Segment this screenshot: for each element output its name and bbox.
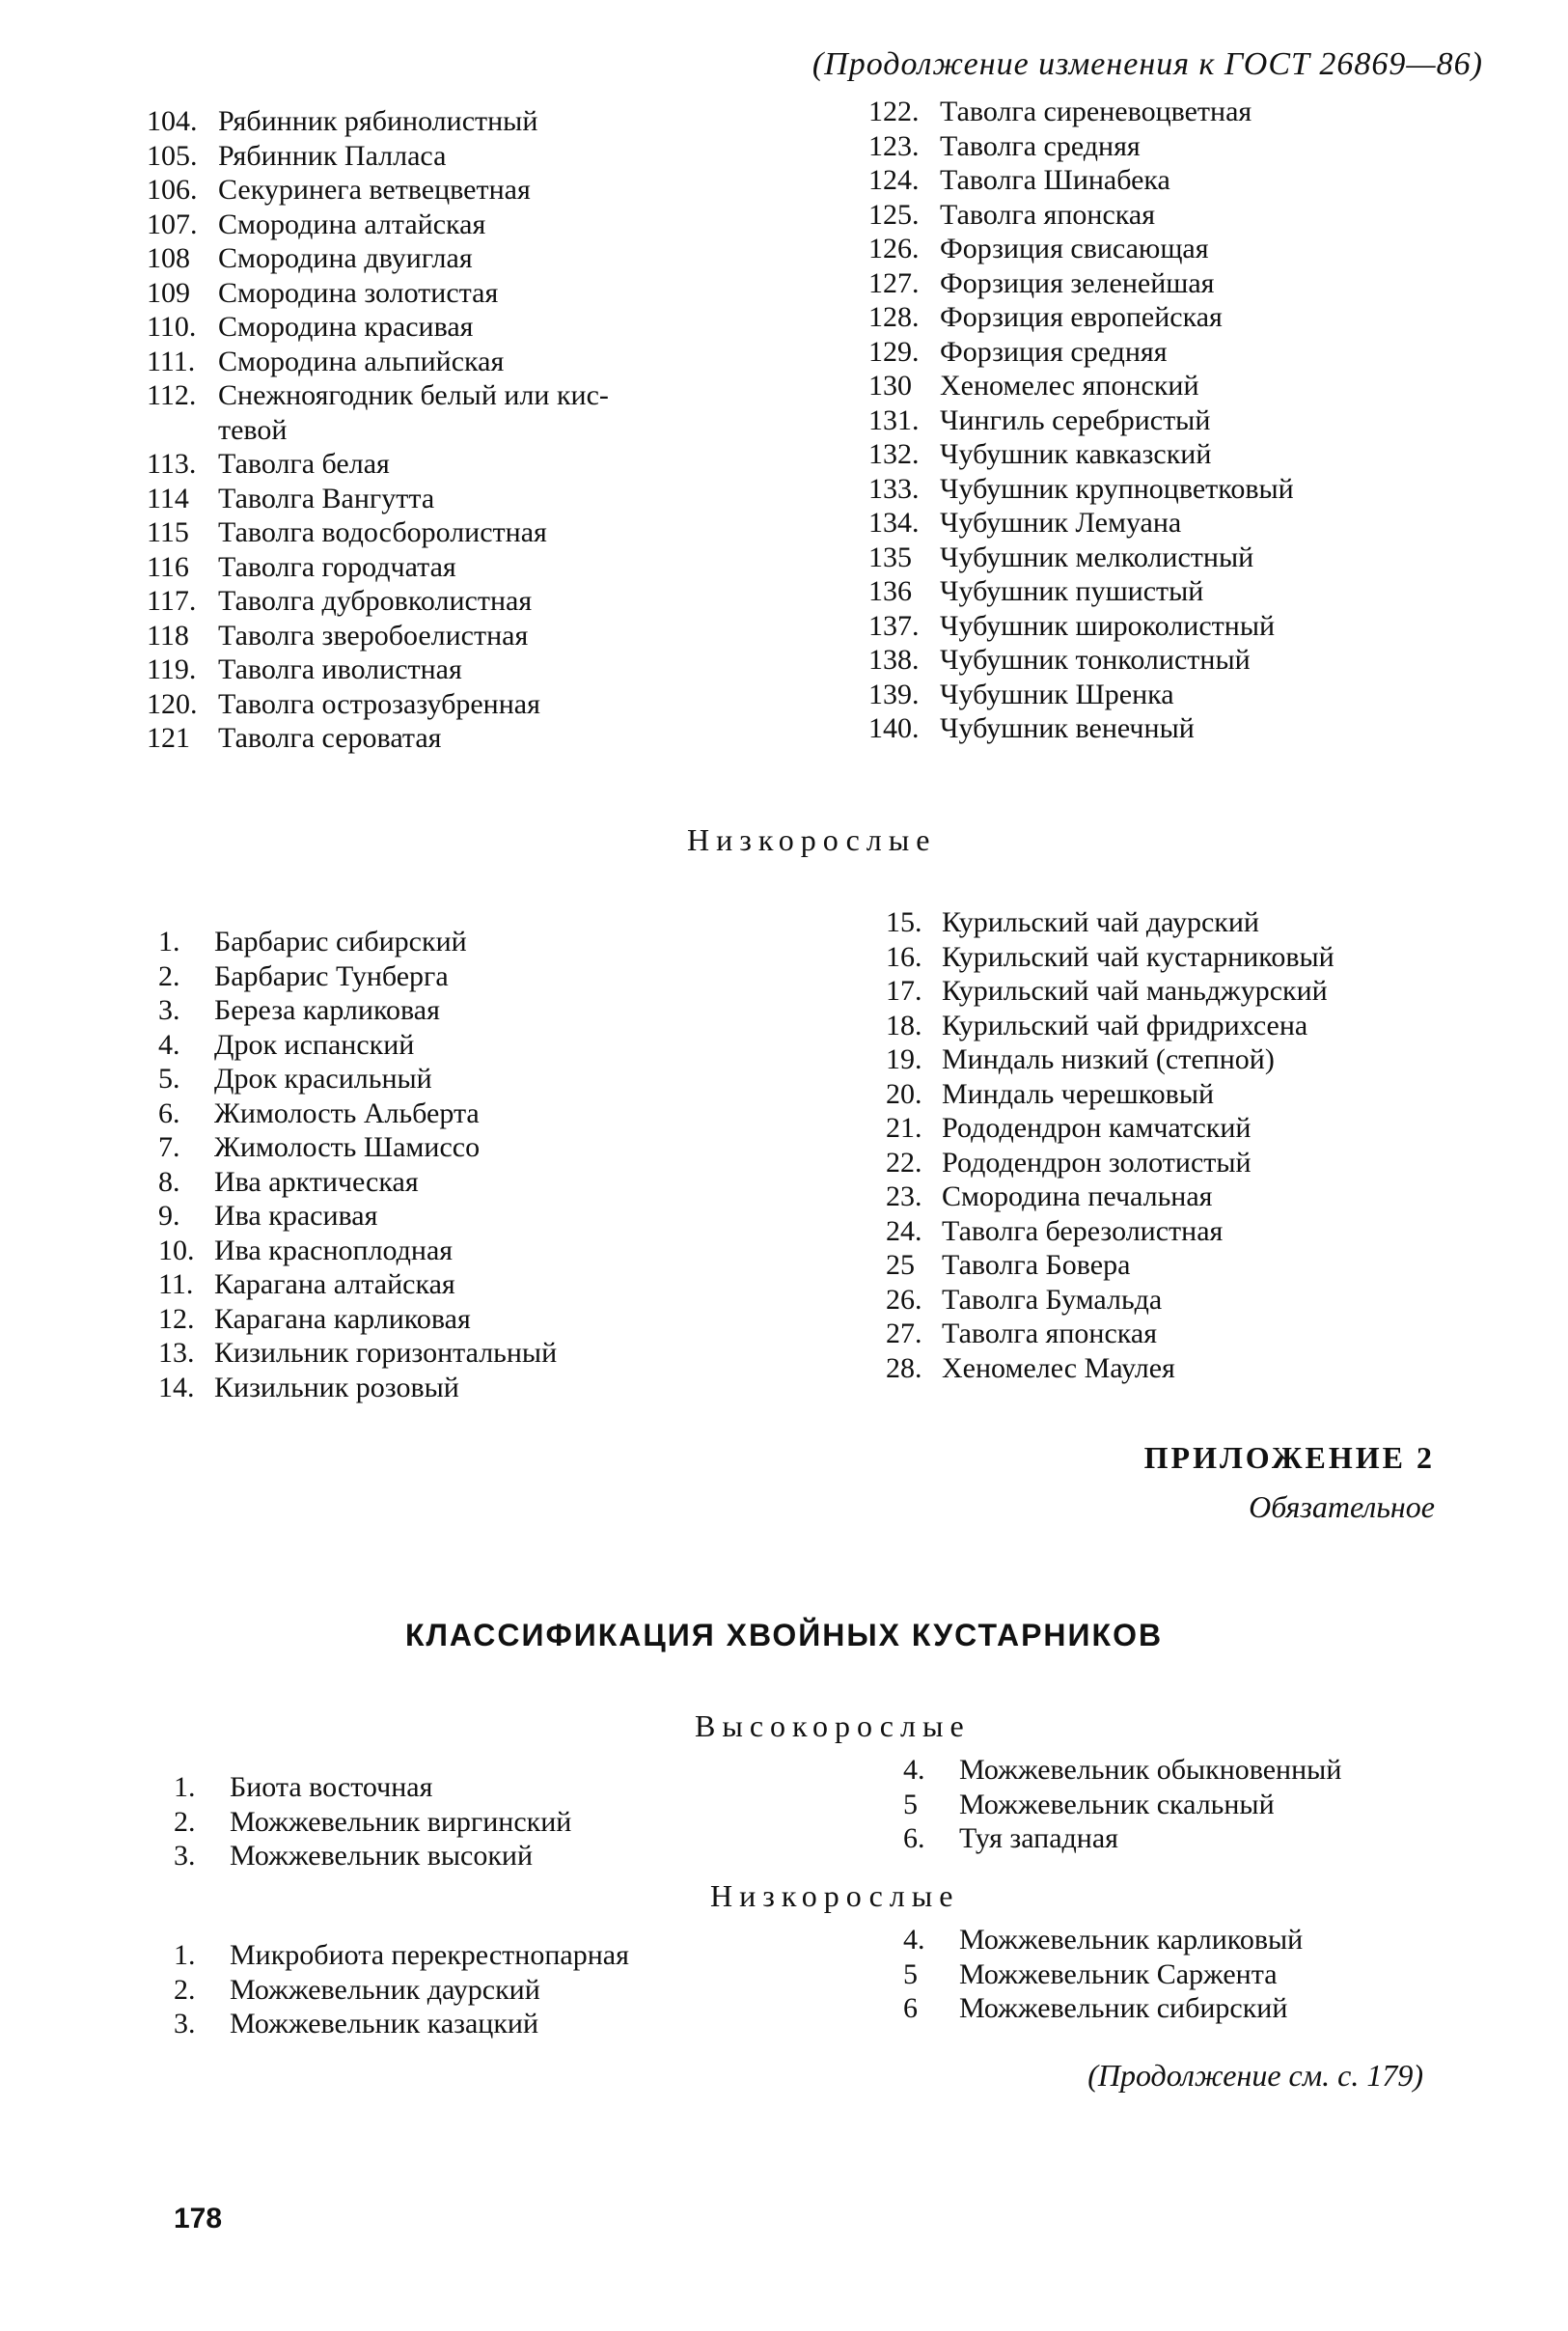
list-item — [147, 276, 609, 311]
item-name: Кизильник горизонтальный — [214, 1337, 558, 1369]
item-number: 16. — [886, 940, 922, 973]
tall-list-right — [868, 95, 1294, 746]
item-number: 131. — [868, 403, 920, 436]
list — [886, 905, 1334, 1385]
item-name: Карагана алтайская — [214, 1268, 455, 1300]
item-number: 2. — [174, 1973, 196, 2006]
list-item — [158, 1336, 557, 1371]
item-number: 123. — [868, 129, 920, 162]
item-name: Таволга средняя — [940, 129, 1141, 162]
list-item — [886, 1009, 1334, 1043]
item-number: 107. — [147, 208, 198, 240]
list-item — [174, 1938, 629, 1973]
item-number: 27. — [886, 1318, 922, 1349]
tall-list-left — [147, 104, 609, 756]
item-name: Таволга сероватая — [218, 722, 442, 754]
section-heading-conifer-tall: Высокорослые — [695, 1708, 971, 1743]
item-name: Можжевельник карликовый — [959, 1924, 1304, 1956]
list-item — [868, 232, 1294, 266]
item-name: Барбарис сибирский — [214, 926, 467, 957]
item-number: 3. — [158, 994, 180, 1026]
item-name: Биота восточная — [230, 1771, 433, 1803]
list-item — [174, 1973, 629, 2008]
item-number: 112. — [147, 379, 197, 411]
list-item — [886, 1351, 1334, 1386]
item-name: Таволга сиреневоцветная — [940, 96, 1252, 127]
item-name: Чубушник венечный — [940, 712, 1195, 744]
item-number: 117. — [147, 585, 197, 617]
list-item — [886, 1146, 1334, 1180]
list-item — [147, 687, 609, 722]
item-number: 140. — [868, 712, 920, 744]
item-number: 133. — [868, 472, 920, 505]
item-name: Курильский чай маньджурский — [942, 975, 1328, 1007]
list-item — [868, 129, 1294, 164]
list-item — [886, 940, 1334, 975]
item-number: 20. — [886, 1077, 922, 1110]
item-name: Смородина алтайская — [218, 208, 486, 240]
item-number: 120. — [147, 687, 198, 720]
item-number: 5 — [903, 1788, 918, 1820]
item-number: 1. — [158, 926, 180, 957]
item-number: 19. — [886, 1043, 922, 1075]
list-item — [903, 1991, 1303, 2026]
item-name: Таволга японская — [942, 1318, 1158, 1349]
item-name: Смородина двуиглая — [218, 242, 473, 274]
list — [868, 95, 1294, 746]
item-number: 21. — [886, 1112, 922, 1144]
list-item — [886, 1179, 1334, 1214]
list-item — [868, 541, 1294, 575]
list-item — [174, 2007, 629, 2041]
list-item — [147, 241, 609, 276]
list-item — [868, 437, 1294, 472]
item-number: 128. — [868, 301, 920, 333]
list-item — [903, 1788, 1341, 1822]
item-name: Можжевельник Саржента — [959, 1957, 1278, 1990]
list-item — [174, 1805, 571, 1840]
item-name: Береза карликовая — [214, 994, 440, 1026]
list — [903, 1923, 1303, 2026]
item-number: 12. — [158, 1302, 195, 1335]
item-number: 15. — [886, 906, 922, 938]
item-name: Таволга острозазубренная — [218, 687, 540, 720]
list-item — [868, 472, 1294, 507]
main-title: КЛАССИФИКАЦИЯ ХВОЙНЫХ КУСТАРНИКОВ — [404, 1618, 1164, 1652]
item-name: Таволга дубровколистная — [218, 585, 533, 617]
conifer-low-list-right — [903, 1923, 1303, 2026]
list-item — [886, 1248, 1334, 1283]
list — [174, 1938, 629, 2041]
item-name: Миндаль черешковый — [942, 1077, 1215, 1110]
item-number: 104. — [147, 105, 198, 137]
item-name: Форзиция европейская — [940, 301, 1223, 333]
item-number: 132. — [868, 438, 920, 470]
item-number: 5 — [903, 1957, 918, 1990]
item-number: 22. — [886, 1146, 922, 1179]
item-name: Можжевельник казацкий — [230, 2008, 539, 2040]
item-number: 23. — [886, 1180, 922, 1212]
list-item — [903, 1923, 1303, 1957]
item-number: 122. — [868, 96, 920, 127]
item-name: Таволга городчатая — [218, 550, 456, 583]
item-name: Чубушник Лемуана — [940, 507, 1182, 539]
item-name: тевой — [218, 413, 288, 446]
item-number: 137. — [868, 609, 920, 642]
item-number: 25 — [886, 1249, 915, 1281]
item-name: Таволга иволистная — [218, 653, 462, 685]
item-name: Смородина альпийская — [218, 345, 505, 377]
item-number: 126. — [868, 233, 920, 264]
item-number: 121 — [147, 722, 190, 754]
item-number: 134. — [868, 507, 920, 539]
item-number: 129. — [868, 335, 920, 368]
item-name: Рябинник Палласа — [218, 139, 447, 172]
list-item — [886, 974, 1334, 1009]
item-name: Можжевельник скальный — [959, 1788, 1275, 1820]
item-number: 8. — [158, 1165, 180, 1198]
list-item — [158, 1096, 557, 1131]
item-name: Курильский чай кустарниковый — [942, 940, 1334, 973]
item-name: Таволга березолистная — [942, 1214, 1224, 1247]
item-name: Чубушник широколистный — [940, 609, 1276, 642]
item-name: Форзиция зеленейшая — [940, 266, 1215, 299]
item-name: Ива красивая — [214, 1200, 378, 1232]
item-number: 3. — [174, 2008, 196, 2040]
item-name: Смородина печальная — [942, 1180, 1213, 1212]
item-name: Таволга водосборолистная — [218, 516, 547, 548]
item-name: Чубушник кавказский — [940, 438, 1212, 470]
item-name: Таволга Бумальда — [942, 1283, 1163, 1316]
item-number: 14. — [158, 1371, 195, 1403]
item-name: Чубушник мелколистный — [940, 541, 1254, 573]
item-number: 105. — [147, 139, 198, 172]
conifer-tall-list-left — [174, 1770, 571, 1873]
item-name: Таволга Бовера — [942, 1249, 1131, 1281]
low-list-right — [886, 905, 1334, 1385]
list-item — [147, 721, 609, 756]
item-number: 6 — [903, 1992, 918, 2024]
list-item — [886, 1077, 1334, 1112]
item-number: 111. — [147, 345, 196, 377]
item-number: 26. — [886, 1283, 922, 1316]
item-name: Хеномелес Маулея — [942, 1351, 1175, 1384]
item-name: Можжевельник сибирский — [959, 1992, 1288, 2024]
item-number: 139. — [868, 678, 920, 710]
item-number: 11. — [158, 1268, 194, 1300]
item-number: 3. — [174, 1840, 196, 1872]
item-name: Таволга японская — [940, 198, 1156, 231]
list-item — [868, 266, 1294, 301]
list-item — [886, 1317, 1334, 1351]
list-item — [868, 403, 1294, 438]
item-name: Чингиль серебристый — [940, 403, 1211, 436]
list-item — [158, 1062, 557, 1096]
list-item — [147, 310, 609, 345]
list-item — [174, 1839, 571, 1873]
appendix-title: ПРИЛОЖЕНИЕ 2 — [1143, 1440, 1435, 1475]
item-number: 2. — [174, 1805, 196, 1838]
low-list-left — [158, 925, 557, 1404]
list — [174, 1770, 571, 1873]
continuation-note: (Продолжение см. с. 179) — [1087, 2058, 1423, 2093]
conifer-low-list-left — [174, 1938, 629, 2041]
item-number: 135 — [868, 541, 912, 573]
item-number: 17. — [886, 975, 922, 1007]
list-item — [147, 104, 609, 139]
list-item — [868, 678, 1294, 712]
list-item — [147, 378, 609, 413]
item-name: Таволга белая — [218, 448, 390, 480]
item-name: Можжевельник высокий — [230, 1840, 534, 1872]
list-item — [147, 584, 609, 619]
list-item — [868, 574, 1294, 609]
item-name: Ива арктическая — [214, 1165, 419, 1198]
item-name: Форзиция средняя — [940, 335, 1168, 368]
item-name: Чубушник пушистый — [940, 575, 1204, 607]
item-name: Форзиция свисающая — [940, 233, 1209, 264]
list-item — [158, 959, 557, 994]
list-item — [886, 1042, 1334, 1077]
list-item — [147, 173, 609, 208]
list-item — [158, 1267, 557, 1302]
list-item — [868, 163, 1294, 198]
section-heading-conifer-low: Низкорослые — [710, 1878, 960, 1913]
list-item — [158, 925, 557, 959]
item-number: 6. — [158, 1096, 180, 1129]
list — [158, 925, 557, 1404]
item-name: Дрок испанский — [214, 1028, 415, 1061]
item-name: Смородина красивая — [218, 311, 474, 343]
list-item — [147, 482, 609, 516]
list-item — [886, 905, 1334, 940]
list-item — [158, 1028, 557, 1063]
item-number: 7. — [158, 1131, 180, 1163]
section-heading-low: Низкорослые — [687, 822, 937, 857]
item-number: 119. — [147, 653, 197, 685]
item-number: 2. — [158, 959, 180, 992]
item-name: Можжевельник даурский — [230, 1973, 540, 2006]
list-item — [147, 208, 609, 242]
item-number: 24. — [886, 1214, 922, 1247]
page-header: (Продолжение изменения к ГОСТ 26869—86) — [812, 46, 1483, 82]
list-item — [868, 198, 1294, 233]
list — [903, 1753, 1341, 1856]
item-number: 9. — [158, 1200, 180, 1232]
item-name: Чубушник Шренка — [940, 678, 1174, 710]
item-name: Смородина золотистая — [218, 276, 499, 309]
list-item — [147, 447, 609, 482]
item-name: Таволга зверобоелистная — [218, 619, 529, 652]
item-number: 4. — [903, 1924, 925, 1956]
conifer-tall-list-right — [903, 1753, 1341, 1856]
item-number: 113. — [147, 448, 197, 480]
page-number: 178 — [174, 2203, 223, 2234]
appendix-type: Обязательное — [1249, 1489, 1435, 1524]
list-item — [158, 1302, 557, 1337]
item-number: 4. — [158, 1028, 180, 1061]
list-item — [868, 643, 1294, 678]
item-number: 6. — [903, 1822, 925, 1854]
item-name: Миндаль низкий (степной) — [942, 1043, 1275, 1075]
item-number: 124. — [868, 164, 920, 196]
item-number: 1. — [174, 1939, 196, 1971]
item-name: Жимолость Шамиссо — [214, 1131, 481, 1163]
item-name: Таволга Вангутта — [218, 482, 435, 514]
item-name: Курильский чай фридрихсена — [942, 1009, 1308, 1041]
list-item — [158, 1165, 557, 1200]
list-item — [886, 1283, 1334, 1318]
item-number: 118 — [147, 619, 189, 652]
item-number: 125. — [868, 198, 920, 231]
list-item — [903, 1753, 1341, 1788]
list-item — [158, 1130, 557, 1165]
list-item — [886, 1111, 1334, 1146]
item-name: Рододендрон камчатский — [942, 1112, 1252, 1144]
list — [147, 104, 609, 756]
list-item — [158, 993, 557, 1028]
item-number: 136 — [868, 575, 912, 607]
item-name: Микробиота перекрестнопарная — [230, 1939, 629, 1971]
list-item — [147, 550, 609, 585]
item-name: Секуринега ветвецветная — [218, 174, 531, 206]
item-number: 5. — [158, 1063, 180, 1095]
item-name: Можжевельник виргинский — [230, 1805, 572, 1838]
item-number: 106. — [147, 174, 198, 206]
item-number: 18. — [886, 1009, 922, 1041]
item-name: Дрок красильный — [214, 1063, 432, 1095]
list-item — [147, 652, 609, 687]
item-number: 115 — [147, 516, 189, 548]
item-name: Снежноягодник белый или кис- — [218, 379, 609, 411]
list-item — [158, 1199, 557, 1234]
appendix-label — [1144, 1440, 1435, 1525]
item-name: Рябинник рябинолистный — [218, 105, 538, 137]
list-item — [903, 1957, 1303, 1992]
item-name: Курильский чай даурский — [942, 906, 1259, 938]
item-name: Ива красноплодная — [214, 1234, 454, 1266]
item-number: 116 — [147, 550, 189, 583]
list-item — [147, 413, 609, 448]
list-item — [147, 139, 609, 174]
item-name: Таволга Шинабека — [940, 164, 1170, 196]
list-item — [868, 95, 1294, 129]
item-number: 4. — [903, 1754, 925, 1786]
list-item — [868, 711, 1294, 746]
list-item — [886, 1214, 1334, 1249]
item-name: Чубушник крупноцветковый — [940, 472, 1294, 505]
item-number: 10. — [158, 1234, 195, 1266]
item-number: 138. — [868, 644, 920, 676]
item-number: 114 — [147, 482, 189, 514]
item-name: Барбарис Тунберга — [214, 959, 449, 992]
list-item — [147, 515, 609, 550]
list-item — [147, 619, 609, 653]
item-number: 108 — [147, 242, 190, 274]
item-name: Жимолость Альберта — [214, 1096, 480, 1129]
item-number: 127. — [868, 266, 920, 299]
item-number: 109 — [147, 276, 190, 309]
list-item — [868, 609, 1294, 644]
list-item — [903, 1821, 1341, 1856]
list-item — [158, 1234, 557, 1268]
list-item — [868, 506, 1294, 541]
item-name: Рододендрон золотистый — [942, 1146, 1252, 1179]
item-name: Карагана карликовая — [214, 1302, 471, 1335]
list-item — [158, 1371, 557, 1405]
list-item — [868, 300, 1294, 335]
item-number: 28. — [886, 1351, 922, 1384]
item-number: 130 — [868, 370, 912, 402]
item-name: Кизильник розовый — [214, 1371, 459, 1403]
item-number: 1. — [174, 1771, 196, 1803]
list-item — [868, 335, 1294, 370]
item-name: Можжевельник обыкновенный — [959, 1754, 1342, 1786]
list-item — [147, 345, 609, 379]
item-name: Туя западная — [959, 1822, 1118, 1854]
item-name: Хеномелес японский — [940, 370, 1199, 402]
list-item — [174, 1770, 571, 1805]
item-number: 110. — [147, 311, 197, 343]
item-number: 13. — [158, 1337, 195, 1369]
list-item — [868, 369, 1294, 403]
item-name: Чубушник тонколистный — [940, 644, 1251, 676]
